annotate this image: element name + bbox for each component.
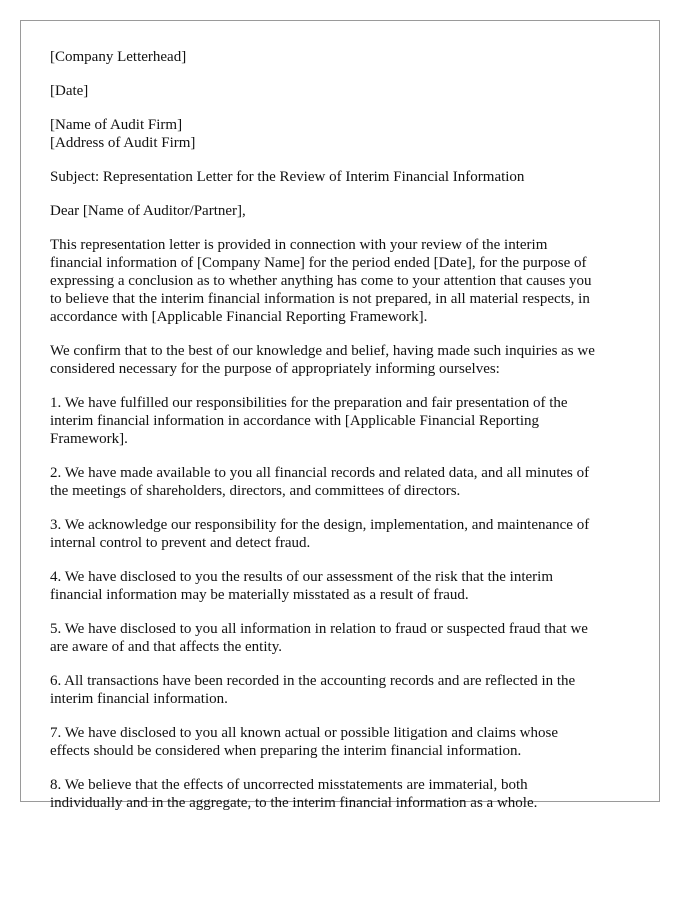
representation-item-1: [50, 394, 635, 448]
subject-line: Subject: Representation Letter for the Review of Interim Financial Information: [50, 169, 525, 185]
paragraph-line: interim financial information.: [50, 691, 228, 707]
paragraph-line: We confirm that to the best of our knowledge and belief, having made such inquiries as we: [50, 343, 595, 359]
paragraph-line: to believe that the interim financial information is not prepared, in all material respects, in: [50, 291, 590, 307]
representation-item-2: [50, 464, 635, 500]
paragraph-line: 6. All transactions have been recorded in the accounting records and are reflected in the: [50, 673, 576, 689]
paragraph-line: 3. We acknowledge our responsibility for the design, implementation, and maintenance of: [50, 517, 590, 533]
representation-item-6: [50, 672, 635, 708]
paragraph-line: Framework].: [50, 431, 128, 447]
representation-item-4: [50, 568, 635, 604]
paragraph-line: 1. We have fulfilled our responsibilities for the preparation and fair presentation of the: [50, 395, 568, 411]
paragraph-line: This representation letter is provided in connection with your review of the interim: [50, 237, 548, 253]
paragraph-line: effects should be considered when preparing the interim financial information.: [50, 743, 522, 759]
salutation: Dear [Name of Auditor/Partner],: [50, 203, 246, 219]
representation-item-3: [50, 516, 635, 552]
paragraph-line: financial information may be materially misstated as a result of fraud.: [50, 587, 469, 603]
letter-page: [20, 20, 660, 811]
paragraph-line: 2. We have made available to you all financial records and related data, and all minutes of: [50, 465, 590, 481]
letterhead: [Company Letterhead]: [50, 49, 187, 65]
paragraph-line: 5. We have disclosed to you all information in relation to fraud or suspected fraud that we: [50, 621, 588, 637]
paragraph-line: are aware of and that affects the entity.: [50, 639, 282, 655]
paragraph-line: considered necessary for the purpose of appropriately informing ourselves:: [50, 361, 500, 377]
paragraph-line: accordance with [Applicable Financial Reporting Framework].: [50, 309, 428, 325]
audit-firm-address: [Address of Audit Firm]: [50, 135, 196, 151]
paragraph-line: internal control to prevent and detect fraud.: [50, 535, 311, 551]
paragraph-line: 8. We believe that the effects of uncorrected misstatements are immaterial, both: [50, 777, 528, 793]
representation-item-5: [50, 620, 635, 656]
letter-date: [Date]: [50, 83, 89, 99]
paragraph-line: 4. We have disclosed to you the results of our assessment of the risk that the interim: [50, 569, 553, 585]
paragraph-line: financial information of [Company Name] for the period ended [Date], for the purpose of: [50, 255, 587, 271]
intro-paragraph: [50, 236, 635, 326]
recipient-block: [50, 116, 635, 152]
paragraph-line: expressing a conclusion as to whether anything has come to your attention that causes you: [50, 273, 592, 289]
letter-content: [50, 48, 635, 828]
representation-item-8: [50, 776, 635, 812]
confirmation-paragraph: [50, 342, 635, 378]
paragraph-line: individually and in the aggregate, to the interim financial information as a whole.: [50, 795, 538, 811]
paragraph-line: interim financial information in accordance with [Applicable Financial Reporting: [50, 413, 540, 429]
paragraph-line: the meetings of shareholders, directors, and committees of directors.: [50, 483, 461, 499]
paragraph-line: 7. We have disclosed to you all known actual or possible litigation and claims whose: [50, 725, 559, 741]
representation-item-7: [50, 724, 635, 760]
audit-firm-name: [Name of Audit Firm]: [50, 117, 183, 133]
